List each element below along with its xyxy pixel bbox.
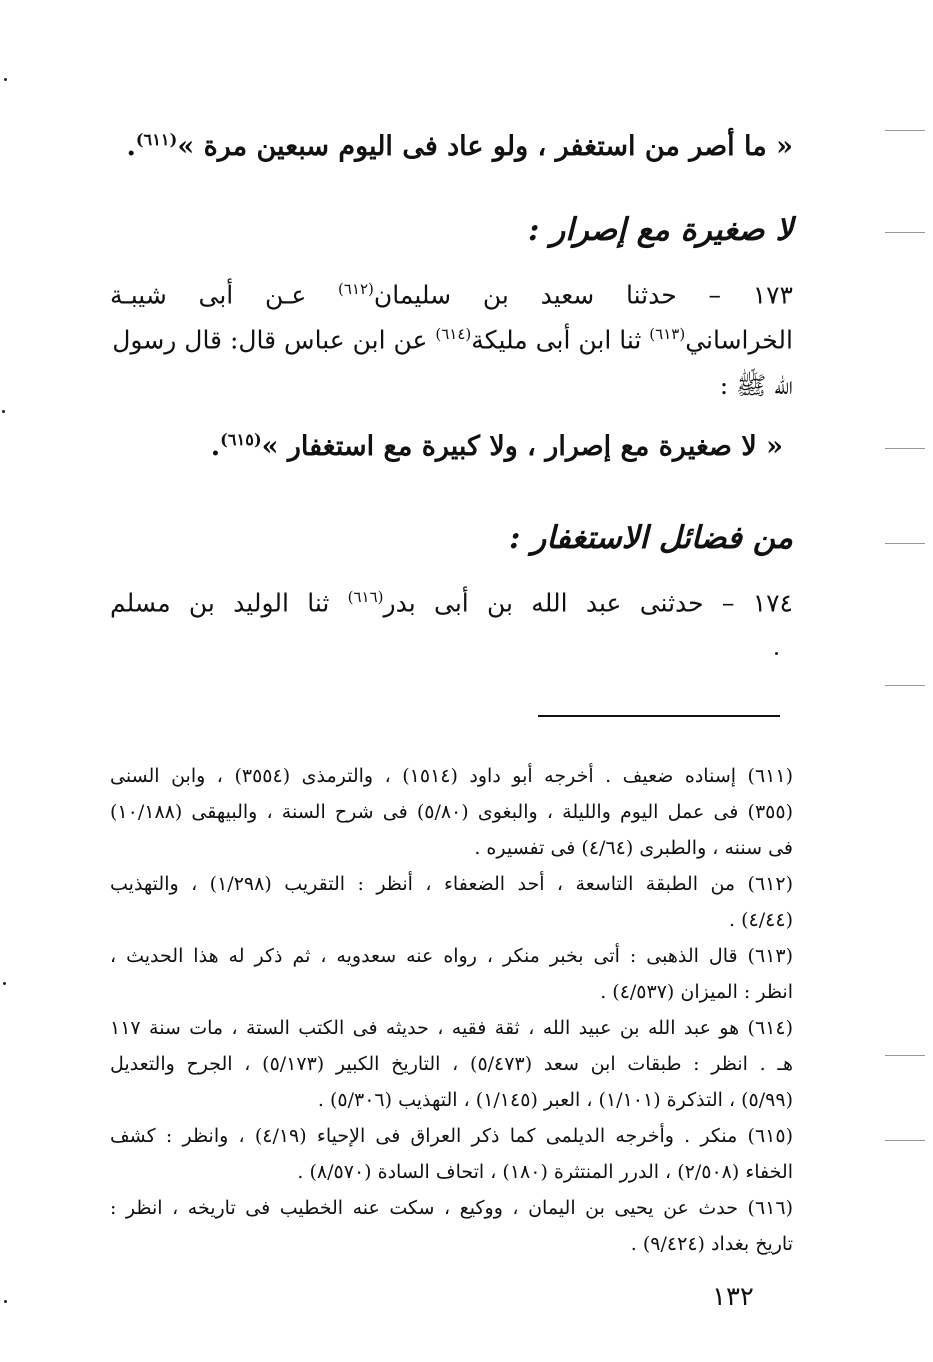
footnote-line: فى سننه ، والطبرى (٤/٦٤) فى تفسيره .: [474, 837, 793, 859]
scan-edge-mark: [885, 543, 925, 544]
scan-edge-mark: [885, 448, 925, 449]
scan-speck: [2, 410, 5, 413]
scan-speck: [3, 982, 6, 985]
narration-173-line-2: [110, 325, 793, 354]
footnote-line: الخفاء (٢/٥٠٨) ، الدرر المنتثرة (١٨٠) ، اتحاف السادة (٨/٥٧٠) .: [297, 1161, 793, 1183]
scan-speck: [775, 652, 778, 655]
narration-174-text-a: ١٧٤ – حدثنى عبد الله بن أبى بدر: [383, 588, 793, 618]
footnote-ref-612: (٦١٢): [338, 280, 374, 298]
footnote-line: تاريخ بغداد (٩/٤٢٤) .: [630, 1233, 793, 1255]
scan-edge-mark: [885, 685, 925, 686]
footnote-line: (٦١٦) حدث عن يحيى بن اليمان ، ووكيع ، سكت عنه الخطيب فى تاريخه ، انظر :: [110, 1197, 793, 1219]
narration-173-line-3: الله ﷺ :: [719, 371, 793, 400]
footnote-ref-616: (٦١٦): [347, 588, 384, 606]
footnote-line: (٤/٤٤) .: [729, 909, 793, 931]
narration-174-line-1: [110, 588, 793, 617]
footnote-separator: [538, 715, 780, 717]
hadith-quote-1-text: « ما أصر من استغفر ، ولو عاد فى اليوم سبعين مرة »: [177, 131, 793, 162]
footnote-line: هـ . انظر : طبقات ابن سعد (٥/٤٧٣) ، التاريخ الكبير (٥/١٧٣) ، الجرح والتعديل: [110, 1053, 793, 1075]
footnote-line: (٦١١) إسناده ضعيف . أخرجه أبو داود (١٥١٤) ، والترمذى (٣٥٥٤) ، وابن السنى: [110, 765, 793, 787]
narration-173-text-e: عن ابن عباس قال: قال رسول: [112, 325, 436, 355]
section-heading-2: من فضائل الاستغفار :: [509, 520, 793, 556]
scan-speck: [4, 1300, 7, 1303]
footnote-line: (٦١٣) قال الذهبى : أتى بخبر منكر ، رواه عنه سعدويه ، ثم ذكر له هذا الحديث ،: [110, 945, 793, 967]
narration-174-text-b: ثنا الوليد بن مسلم: [110, 588, 348, 618]
scan-edge-mark: [885, 130, 925, 131]
narration-173-text-a: ١٧٣ – حدثنا سعيد بن سليمان: [373, 280, 793, 310]
hadith-quote-2: « لا صغيرة مع إصرار ، ولا كبيرة مع استغفار »$^{(٦١٥)}$.: [210, 430, 783, 462]
narration-173-text-d: ثنا ابن أبى مليكة: [471, 325, 650, 355]
footnote-ref-614: (٦١٤): [435, 325, 472, 343]
narration-173-text-b: عـن أبى شيبـة: [110, 280, 339, 310]
footnote-line: (٥/٩٩) ، التذكرة (١/١٠١) ، العبر (١/١٤٥) ، التهذيب (٥/٣٠٦) .: [317, 1089, 793, 1111]
hadith-quote-2-text: « لا صغيرة مع إصرار ، ولا كبيرة مع استغفار »: [261, 431, 783, 462]
narration-173-text-c: الخراساني: [685, 325, 793, 355]
footnote-ref-611: (٦١١): [135, 130, 178, 149]
footnote-ref-615: (٦١٥): [220, 430, 262, 449]
section-heading-1: لا صغيرة مع إصرار :: [528, 212, 793, 248]
narration-173-line-1: [110, 280, 793, 309]
scan-edge-mark: [885, 1055, 925, 1056]
footnote-line: (٣٥٥) فى عمل اليوم والليلة ، والبغوى (٥/٨٠) فى شرح السنة ، والبيهقى (١٠/١٨٨): [110, 801, 793, 823]
footnote-line: (٦١٥) منكر . وأخرجه الديلمى كما ذكر العراق فى الإحياء (٤/١٩) ، وانظر : كشف: [110, 1125, 793, 1147]
footnote-line: انظر : الميزان (٤/٥٣٧) .: [600, 981, 793, 1003]
page-number: ١٣٢: [712, 1282, 754, 1312]
scan-speck: [4, 78, 7, 81]
footnote-line: (٦١٤) هو عبد الله بن عبيد الله ، ثقة فقيه ، حديثه فى الكتب الستة ، مات سنة ١١٧: [110, 1017, 793, 1039]
hadith-quote-1: « ما أصر من استغفر ، ولو عاد فى اليوم سبعين مرة »$^{(٦١١)}$.: [126, 130, 793, 162]
scan-edge-mark: [885, 1140, 925, 1141]
scan-edge-mark: [885, 232, 925, 233]
footnote-line: (٦١٢) من الطبقة التاسعة ، أحد الضعفاء ، أنظر : التقريب (١/٢٩٨) ، والتهذيب: [110, 873, 793, 895]
footnote-ref-613: (٦١٣): [649, 325, 686, 343]
